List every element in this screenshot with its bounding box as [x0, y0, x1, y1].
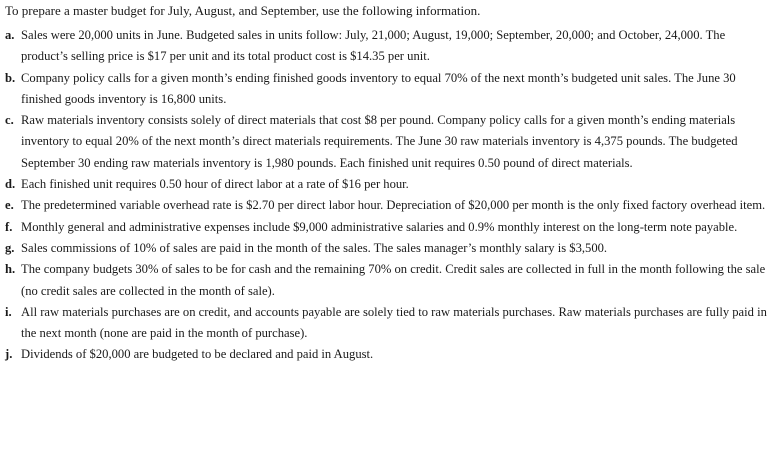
list-item	[5, 238, 772, 259]
item-text: Sales were 20,000 units in June. Budgeted sales in units follow: July, 21,000; August, 19,000; September, 20,000; and October, 24,000. The product’s selling price is $17 per unit and its total product cost is $14.35 per unit.	[21, 28, 726, 64]
item-letter: a.	[5, 28, 15, 42]
intro-text: To prepare a master budget for July, August, and September, use the following information.	[5, 3, 481, 18]
item-text: Sales commissions of 10% of sales are paid in the month of the sales. The sales manager’s monthly salary is $3,500.	[21, 240, 608, 255]
item-text: All raw materials purchases are on credit, and accounts payable are solely tied to raw materials purchases. Raw materials purchases are fully paid in the next month (none are paid in the month of purchase).	[21, 304, 767, 341]
item-text: Each finished unit requires 0.50 hour of direct labor at a rate of $16 per hour.	[21, 177, 409, 192]
item-text: Company policy calls for a given month’s ending finished goods inventory to equal 70% of the next month’s budgeted unit sales. The June 30 finished goods inventory is 16,800 units.	[21, 70, 736, 106]
item-text: Monthly general and administrative expenses include $9,000 administrative salaries and 0.9% monthly interest on the long-term note payable.	[21, 219, 738, 234]
item-letter: i.	[5, 304, 12, 319]
list-item	[5, 195, 772, 216]
item-letter: e.	[5, 198, 14, 213]
list-item	[5, 259, 772, 302]
list-item	[5, 68, 772, 111]
item-letter: c.	[5, 113, 14, 128]
item-text: Raw materials inventory consists solely of direct materials that cost $8 per pound. Company policy calls for a given month’s ending materials inventory to equal 20% of the next month’s direct materials requirements. The June 30 raw materials inventory is 4,375 pounds. The budgeted September 30 ending raw materials inventory is 1,980 pounds. Each finished unit requires 0.50 pound of direct materials.	[21, 113, 738, 170]
list-item	[5, 217, 772, 238]
list-item	[5, 344, 772, 365]
list-item	[5, 174, 772, 195]
item-letter: b.	[5, 70, 16, 85]
list-item	[5, 25, 772, 68]
item-letter: h.	[5, 262, 16, 277]
list-item	[5, 302, 772, 345]
information-list	[5, 25, 772, 366]
item-text: Dividends of $20,000 are budgeted to be declared and paid in August.	[21, 347, 374, 362]
list-item	[5, 110, 772, 174]
item-letter: f.	[5, 219, 13, 234]
item-letter: d.	[5, 177, 16, 192]
item-letter: g.	[5, 240, 15, 255]
item-letter: j.	[5, 347, 13, 362]
item-text: The company budgets 30% of sales to be for cash and the remaining 70% on credit. Credit sales are collected in full in the month following the sale (no credit sales are collected in the month of sale).	[21, 262, 766, 298]
item-text: The predetermined variable overhead rate is $2.70 per direct labor hour. Depreciation of $20,000 per month is the only fixed factory overhead item.	[21, 198, 766, 213]
